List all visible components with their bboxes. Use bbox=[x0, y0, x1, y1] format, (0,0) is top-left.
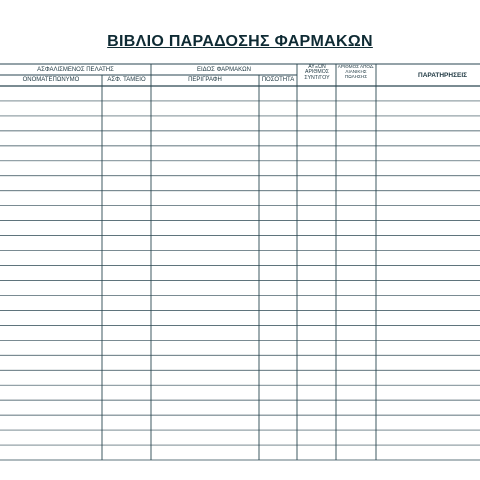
header-insurance-fund: ΑΣΦ. ΤΑΜΕΙΟ bbox=[107, 77, 146, 83]
page-title: ΒΙΒΛΙΟ ΠΑΡΑΔΟΣΗΣ ΦΑΡΜΑΚΩΝ bbox=[107, 33, 373, 50]
header-serial-number: ΑΥΞΩΝ ΑΡΙΘΜΟΣ ΣΥΝΤ/ΓΟΥ bbox=[304, 64, 330, 81]
header-quantity: ΠΟΣΟΤΗΤΑ bbox=[261, 77, 295, 83]
header-remarks: ΠΑΡΑΤΗΡΗΣΕΙΣ bbox=[418, 72, 468, 79]
header-medicine-type: ΕΙΔΟΣ ΦΑΡΜΑΚΩΝ bbox=[196, 67, 252, 73]
header-description: ΠΕΡΙΓΡΑΦΗ bbox=[188, 77, 222, 83]
header-receipt-number: ΑΡΙΘΜΟΣ ΑΠΟΔ. ΛΙΑΝΙΚΗΣ ΠΩΛΗΣΗΣ bbox=[337, 64, 375, 79]
header-full-name: ΟΝΟΜΑΤΕΠΩΝΥΜΟ bbox=[22, 77, 80, 83]
header-insured-client: ΑΣΦΑΛΙΣΜΕΝΟΣ ΠΕΛΑΤΗΣ bbox=[37, 67, 114, 73]
